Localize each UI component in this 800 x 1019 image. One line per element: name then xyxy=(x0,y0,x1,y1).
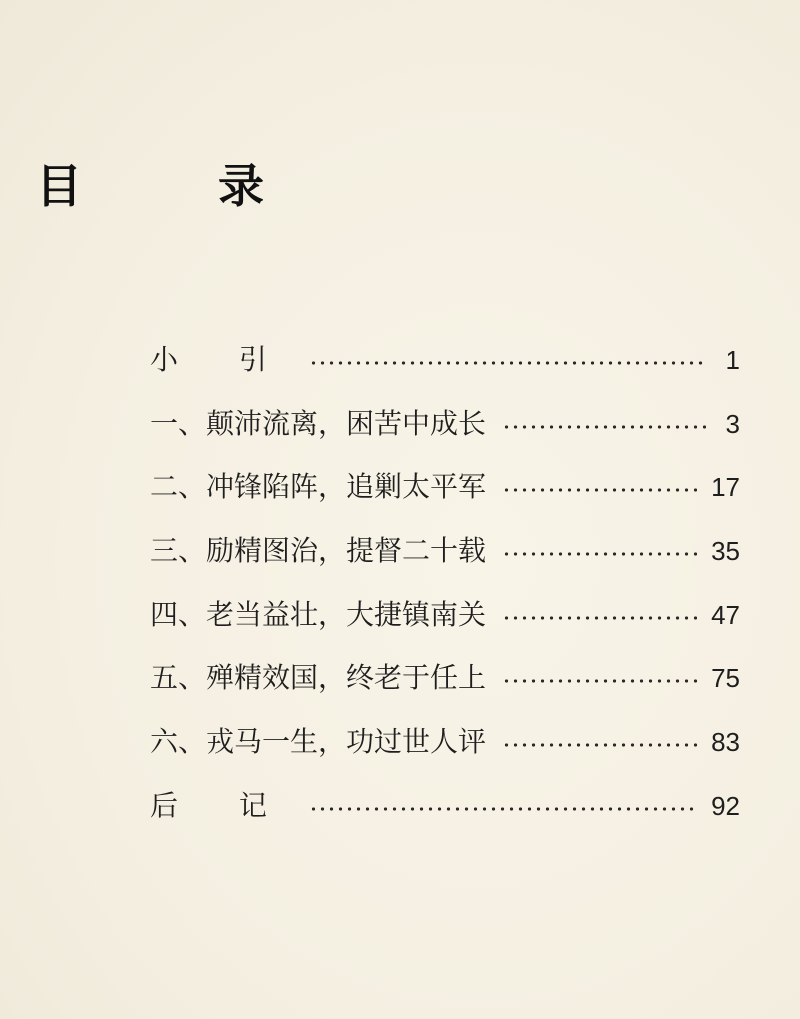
toc-entry[interactable] xyxy=(150,646,740,710)
toc-entry-page: 3 xyxy=(725,408,740,439)
toc-entry-page: 83 xyxy=(711,726,740,757)
toc-entry-page: 92 xyxy=(711,790,740,821)
dot-leader xyxy=(502,552,697,556)
toc-entry-title: 后 记 xyxy=(150,788,293,822)
dot-leader xyxy=(309,807,697,811)
toc-entry-page: 17 xyxy=(711,472,740,503)
toc-entry[interactable] xyxy=(150,328,740,392)
toc-entry[interactable] xyxy=(150,774,740,838)
toc-entry-title: 三、励精图治，提督二十载 xyxy=(150,533,487,567)
toc-entry-title: 五、殚精效国，终老于任上 xyxy=(150,661,487,695)
dot-leader xyxy=(502,425,706,429)
dot-leader xyxy=(309,361,706,365)
table-of-contents xyxy=(150,328,740,838)
toc-entry-page: 75 xyxy=(711,663,740,694)
dot-leader xyxy=(502,488,697,492)
toc-entry-page: 35 xyxy=(711,535,740,566)
toc-entry-title: 二、冲锋陷阵，追剿太平军 xyxy=(150,470,487,504)
toc-entry-page: 47 xyxy=(711,599,740,630)
toc-entry-title: 小 引 xyxy=(150,342,293,376)
toc-entry-page: 1 xyxy=(725,344,740,375)
dot-leader xyxy=(502,679,697,683)
toc-entry[interactable] xyxy=(150,455,740,519)
toc-entry[interactable] xyxy=(150,519,740,583)
dot-leader xyxy=(502,743,697,747)
toc-entry[interactable] xyxy=(150,392,740,456)
toc-entry-title: 一、颠沛流离，困苦中成长 xyxy=(150,406,487,440)
dot-leader xyxy=(502,616,697,620)
page-title: 目 录 xyxy=(36,159,325,213)
toc-entry-title: 四、老当益壮，大捷镇南关 xyxy=(150,597,487,631)
toc-entry[interactable] xyxy=(150,583,740,647)
toc-entry-title: 六、戎马一生，功过世人评 xyxy=(150,724,487,758)
toc-entry[interactable] xyxy=(150,710,740,774)
